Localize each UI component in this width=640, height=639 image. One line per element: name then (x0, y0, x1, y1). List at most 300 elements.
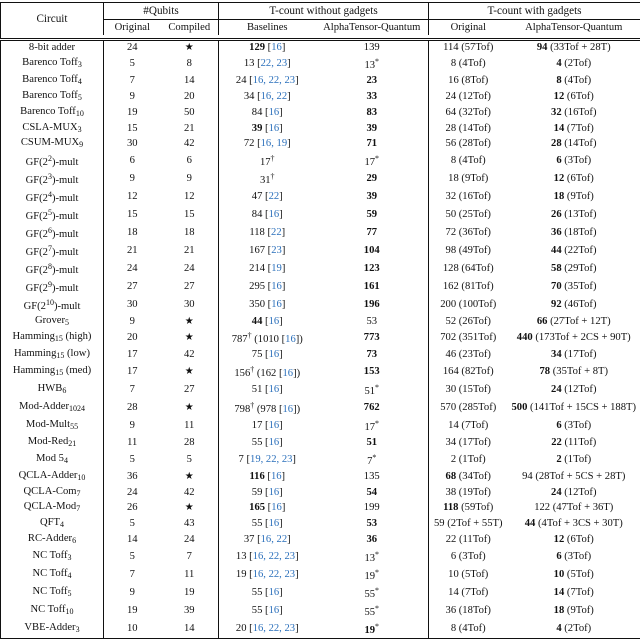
atq-mark: * (375, 568, 379, 577)
gadget-atq-value: 44 (551, 245, 562, 256)
gadget-original-value: 98 (49Tof) (446, 245, 491, 256)
header-tcount-gadgets: T-count with gadgets (429, 3, 640, 20)
circuit-name-cell (1, 314, 104, 330)
gadget-atq-cell (508, 206, 640, 224)
baseline-cell (219, 566, 316, 584)
circuit-name: GF(2 (26, 229, 48, 240)
atq-value: 17 (364, 422, 375, 433)
atq-value: 123 (364, 263, 380, 274)
qubits-compiled-cell: 14 (161, 620, 219, 638)
baseline-cell (219, 40, 316, 55)
baseline-cell (219, 152, 316, 170)
gadget-atq-value: 22 (551, 437, 562, 448)
gadget-original-cell (429, 224, 508, 242)
circuit-name: Mod-Adder (19, 401, 69, 412)
gadget-original-value: 36 (18Tof) (446, 605, 491, 616)
atq-value: 762 (364, 402, 380, 413)
gadget-atq-value: 66 (537, 316, 548, 327)
gadget-atq-detail: (7Tof) (564, 587, 594, 598)
gadget-original-value: 38 (19Tof) (446, 487, 491, 498)
circuit-name-cell (1, 417, 104, 435)
gadget-atq-value: 6 (556, 420, 561, 431)
gadget-atq-cell (508, 170, 640, 188)
gadget-atq-cell (508, 55, 640, 73)
atq-value: 53 (366, 316, 377, 327)
qubits-compiled-cell: 15 (161, 206, 219, 224)
baseline-citation: [16] (265, 42, 285, 53)
atq-cell (316, 242, 429, 260)
atq-cell (316, 89, 429, 105)
gadget-original-value: 8 (4Tof) (451, 155, 486, 166)
gadget-original-value: 56 (28Tof) (446, 138, 491, 149)
gadget-atq-detail: (47Tof + 36T) (550, 502, 613, 513)
gadget-atq-cell (508, 73, 640, 89)
gadget-original-cell (429, 314, 508, 330)
qubits-compiled-cell: 20 (161, 89, 219, 105)
gadget-atq-detail: (14Tof) (562, 138, 597, 149)
baseline-cell (219, 381, 316, 399)
gadget-atq-cell (508, 435, 640, 451)
qubits-original-cell: 5 (104, 548, 161, 566)
gadget-original-cell (429, 296, 508, 314)
circuit-name: Mod-Red (28, 436, 69, 447)
baseline-value: 13 (236, 551, 247, 562)
qubits-original-cell: 7 (104, 381, 161, 399)
gadget-original-cell (429, 602, 508, 620)
gadget-atq-cell (508, 469, 640, 485)
atq-cell (316, 278, 429, 296)
table-row (1, 40, 640, 55)
qubits-compiled-cell: ★ (161, 329, 219, 347)
baseline-citation: [16] (262, 123, 282, 134)
table-row (1, 516, 640, 532)
gadget-atq-value: 4 (556, 58, 561, 69)
atq-value: 77 (366, 227, 377, 238)
table-row (1, 296, 640, 314)
qubits-compiled-cell: 42 (161, 136, 219, 152)
gadget-original-value: 22 (11Tof) (446, 534, 491, 545)
atq-cell (316, 451, 429, 469)
baseline-value: 118 (249, 227, 265, 238)
qubits-original-cell: 6 (104, 152, 161, 170)
table-row (1, 485, 640, 501)
qubits-original-cell: 17 (104, 363, 161, 381)
circuit-name: GF(2 (26, 157, 48, 168)
atq-value: 23 (366, 75, 377, 86)
gadget-atq-cell (508, 620, 640, 638)
gadget-original-cell (429, 206, 508, 224)
circuit-name-cell (1, 363, 104, 381)
qubits-compiled-cell: 9 (161, 170, 219, 188)
gadget-atq-detail: (6Tof) (564, 91, 594, 102)
qubits-compiled-cell: 28 (161, 435, 219, 451)
baseline-cell (219, 548, 316, 566)
gadget-original-value: 162 (81Tof) (443, 281, 494, 292)
baseline-cell (219, 170, 316, 188)
circuit-name-power: 7 (48, 244, 52, 253)
baseline-value: 7 (239, 454, 244, 465)
circuit-name-subscript: 4 (60, 520, 64, 529)
baseline-cell (219, 435, 316, 451)
gadget-atq-value: 18 (554, 191, 565, 202)
gadget-atq-cell (508, 347, 640, 363)
baseline-citation: [16] (262, 107, 282, 118)
circuit-name-subscript: 5 (68, 589, 72, 598)
qubits-original-cell: 5 (104, 451, 161, 469)
atq-cell (316, 260, 429, 278)
baseline-value: 787 (232, 334, 248, 345)
gadget-atq-cell (508, 485, 640, 501)
gadget-original-value: 16 (8Tof) (448, 75, 488, 86)
circuit-name-power: 9 (48, 280, 52, 289)
atq-cell (316, 548, 429, 566)
atq-value: 139 (364, 42, 380, 53)
circuit-name-tail: )-mult (52, 265, 78, 276)
baseline-citation: [16] (262, 587, 282, 598)
gadget-atq-cell (508, 314, 640, 330)
gadget-original-cell (429, 451, 508, 469)
baseline-citation: [16] (265, 299, 285, 310)
circuit-name: GF(2 (26, 175, 48, 186)
table-row (1, 260, 640, 278)
atq-value: 39 (366, 191, 377, 202)
circuit-name-subscript: 15 (55, 334, 63, 343)
atq-mark: * (372, 453, 376, 462)
baseline-cell (219, 55, 316, 73)
gadget-original-value: 2 (1Tof) (451, 454, 486, 465)
gadget-original-cell (429, 548, 508, 566)
circuit-name: Hamming (13, 365, 55, 376)
circuit-name-cell (1, 73, 104, 89)
table-row (1, 224, 640, 242)
circuit-name-cell (1, 566, 104, 584)
table-row (1, 278, 640, 296)
header-baselines: Baselines (219, 20, 316, 36)
table-row (1, 242, 640, 260)
gadget-original-cell (429, 105, 508, 121)
gadget-original-cell (429, 532, 508, 548)
gadget-atq-cell (508, 89, 640, 105)
baseline-value: 72 (244, 138, 255, 149)
qubits-compiled-cell: 24 (161, 260, 219, 278)
atq-cell (316, 40, 429, 55)
circuit-name: Barenco Toff (22, 74, 78, 85)
header-original: Original (104, 20, 161, 36)
circuit-name-subscript: 6 (72, 536, 76, 545)
baseline-value: 55 (252, 605, 263, 616)
circuit-name-power: 6 (48, 226, 52, 235)
atq-value: 17 (364, 157, 375, 168)
gadget-atq-value: 440 (517, 332, 533, 343)
gadget-atq-cell (508, 500, 640, 516)
baseline-cell (219, 602, 316, 620)
gadget-atq-value: 4 (556, 623, 561, 634)
circuit-name: VBE-Adder (24, 622, 75, 633)
gadget-atq-value: 34 (551, 349, 562, 360)
circuit-name: GF(2 (26, 211, 48, 222)
baseline-value: 350 (249, 299, 265, 310)
header-atq-gadgets: AlphaTensor-Quantum (508, 20, 640, 36)
table-row (1, 55, 640, 73)
qubits-compiled-cell: 11 (161, 417, 219, 435)
qubits-original-cell: 7 (104, 73, 161, 89)
atq-cell (316, 399, 429, 417)
qubits-original-cell: 19 (104, 602, 161, 620)
header-atq: AlphaTensor-Quantum (316, 20, 429, 36)
qubits-original-cell: 17 (104, 347, 161, 363)
atq-value: 55 (364, 589, 375, 600)
circuit-name-cell (1, 584, 104, 602)
qubits-compiled-cell: 21 (161, 121, 219, 137)
baseline-value: 55 (252, 437, 263, 448)
atq-value: 51 (366, 437, 377, 448)
circuit-name-tail: )-mult (52, 229, 78, 240)
qubits-original-cell: 5 (104, 55, 161, 73)
baseline-cell (219, 347, 316, 363)
gadget-original-cell (429, 435, 508, 451)
table-row (1, 435, 640, 451)
circuit-name-cell (1, 121, 104, 137)
atq-cell (316, 363, 429, 381)
gadget-atq-value: 92 (551, 299, 562, 310)
circuit-name-subscript: 10 (66, 607, 74, 616)
atq-value: 153 (364, 366, 380, 377)
baseline-citation: [16] (262, 420, 282, 431)
baseline-citation: [23] (265, 245, 285, 256)
gadget-atq-detail: (28Tof + 5CS + 28T) (533, 471, 626, 482)
gadget-original-value: 34 (17Tof) (446, 437, 491, 448)
gadget-original-value: 52 (26Tof) (446, 316, 491, 327)
header-qubits: #Qubits (104, 3, 219, 20)
atq-value: 29 (366, 173, 377, 184)
gadget-atq-value: 14 (554, 587, 565, 598)
qubits-original-cell: 24 (104, 40, 161, 55)
circuit-name: Grover (35, 315, 65, 326)
atq-cell (316, 152, 429, 170)
atq-cell (316, 329, 429, 347)
baseline-value: 19 (236, 569, 247, 580)
atq-cell (316, 314, 429, 330)
gadget-atq-detail: (9Tof) (564, 191, 594, 202)
gadget-original-cell (429, 417, 508, 435)
gadget-atq-cell (508, 121, 640, 137)
atq-mark: * (375, 57, 379, 66)
circuit-name-tail: )-mult (52, 247, 78, 258)
gadget-atq-value: 2 (556, 454, 561, 465)
qubits-compiled-cell: 42 (161, 485, 219, 501)
gadget-atq-detail: (12Tof) (562, 384, 597, 395)
qubits-compiled-cell: ★ (161, 40, 219, 55)
atq-value: 13 (364, 60, 375, 71)
gadget-atq-detail: (35Tof + 8T) (550, 366, 608, 377)
atq-cell (316, 224, 429, 242)
atq-value: 135 (364, 471, 380, 482)
gadget-atq-detail: (33Tof + 28T) (547, 42, 610, 53)
gadget-original-cell (429, 469, 508, 485)
baseline-value: 167 (249, 245, 265, 256)
circuit-name-cell (1, 347, 104, 363)
gadget-original-value: 14 (7Tof) (448, 587, 488, 598)
qubits-compiled-cell: ★ (161, 363, 219, 381)
baseline-cell (219, 89, 316, 105)
atq-value: 104 (364, 245, 380, 256)
qubits-original-cell: 24 (104, 260, 161, 278)
baseline-cell (219, 136, 316, 152)
baseline-cell (219, 469, 316, 485)
atq-value: 73 (366, 349, 377, 360)
qubits-compiled-cell: 8 (161, 55, 219, 73)
circuit-name: Hamming (13, 331, 55, 342)
gadget-atq-cell (508, 40, 640, 55)
gadget-atq-detail: (1Tof) (562, 454, 592, 465)
atq-cell (316, 170, 429, 188)
circuit-name-cell (1, 136, 104, 152)
gadget-original-value: 8 (4Tof) (451, 623, 486, 634)
gadget-atq-value: 12 (554, 173, 565, 184)
gadget-atq-detail: (6Tof) (564, 173, 594, 184)
baseline-cell (219, 121, 316, 137)
baseline-value: 295 (249, 281, 265, 292)
baseline-citation: [16] (262, 316, 282, 327)
atq-cell (316, 73, 429, 89)
gadget-original-value: 118 (443, 502, 458, 513)
qubits-original-cell: 9 (104, 89, 161, 105)
tcount-table (0, 2, 640, 639)
circuit-name-cell (1, 329, 104, 347)
gadget-atq-cell (508, 152, 640, 170)
baseline-value: 34 (244, 91, 255, 102)
baseline-cell (219, 296, 316, 314)
gadget-original-value: 14 (7Tof) (448, 420, 488, 431)
baseline-cell (219, 224, 316, 242)
atq-value: 54 (366, 487, 377, 498)
gadget-atq-detail: (173Tof + 2CS + 90T) (533, 332, 631, 343)
circuit-name-cell (1, 278, 104, 296)
qubits-compiled-cell: 27 (161, 381, 219, 399)
circuit-name-tail: (high) (63, 331, 92, 342)
atq-cell (316, 532, 429, 548)
atq-mark: * (375, 586, 379, 595)
circuit-name-cell (1, 170, 104, 188)
header-original-gadgets: Original (429, 20, 508, 36)
gadget-original-value: 59 (2Tof + 55T) (434, 518, 503, 529)
atq-cell (316, 206, 429, 224)
table-row (1, 136, 640, 152)
gadget-original-cell (429, 363, 508, 381)
gadget-original-cell (429, 152, 508, 170)
gadget-original-cell (429, 399, 508, 417)
gadget-original-value: 10 (5Tof) (448, 569, 488, 580)
qubits-original-cell: 9 (104, 314, 161, 330)
qubits-compiled-cell: 21 (161, 242, 219, 260)
circuit-name: Barenco Toff (22, 57, 78, 68)
table-row (1, 73, 640, 89)
circuit-name-cell (1, 242, 104, 260)
header-tcount-no-gadgets: T-count without gadgets (219, 3, 429, 20)
qubits-original-cell: 5 (104, 516, 161, 532)
baseline-cell (219, 485, 316, 501)
gadget-atq-detail: (12Tof) (562, 487, 597, 498)
atq-value: 773 (364, 332, 380, 343)
gadget-atq-value: 94 (522, 471, 533, 482)
gadget-original-cell (429, 188, 508, 206)
circuit-name-power: 8 (48, 262, 52, 271)
atq-cell (316, 469, 429, 485)
gadget-atq-value: 44 (525, 518, 536, 529)
atq-value: 161 (364, 281, 380, 292)
circuit-name-tail: (med) (63, 365, 91, 376)
baseline-cell (219, 620, 316, 638)
atq-value: 7 (367, 456, 372, 467)
gadget-original-cell (429, 242, 508, 260)
gadget-atq-detail: (141Tof + 15CS + 188T) (527, 402, 636, 413)
atq-mark: * (375, 419, 379, 428)
gadget-atq-value: 8 (556, 75, 561, 86)
circuit-name-power: 5 (48, 208, 52, 217)
circuit-name-cell (1, 602, 104, 620)
circuit-name-subscript: 21 (68, 439, 76, 448)
table-row (1, 500, 640, 516)
baseline-citation: [22] (262, 191, 282, 202)
baseline-cell (219, 584, 316, 602)
gadget-atq-cell (508, 242, 640, 260)
qubits-compiled-cell: 12 (161, 188, 219, 206)
baseline-citation: [19, 22, 23] (244, 454, 296, 465)
baseline-value: 84 (252, 107, 263, 118)
gadget-atq-cell (508, 188, 640, 206)
qubits-compiled-cell: 42 (161, 347, 219, 363)
circuit-name: CSLA-MUX (22, 122, 77, 133)
circuit-name-cell (1, 399, 104, 417)
gadget-atq-detail: (27Tof + 12T) (547, 316, 610, 327)
baseline-value: 59 (252, 487, 263, 498)
qubits-original-cell: 20 (104, 329, 161, 347)
gadget-atq-cell (508, 136, 640, 152)
table-row (1, 548, 640, 566)
table-row (1, 399, 640, 417)
baseline-value: 13 (244, 58, 255, 69)
gadget-atq-detail: (2Tof) (562, 623, 592, 634)
table-row (1, 584, 640, 602)
gadget-original-cell (429, 136, 508, 152)
circuit-name-subscript: 3 (78, 60, 82, 69)
gadget-original-value: 6 (3Tof) (451, 551, 486, 562)
gadget-original-cell (429, 260, 508, 278)
atq-cell (316, 347, 429, 363)
gadget-atq-value: 24 (551, 487, 562, 498)
baseline-mark: † (271, 154, 275, 163)
circuit-name-cell (1, 381, 104, 399)
circuit-name-cell (1, 451, 104, 469)
circuit-name: GF(2 (26, 283, 48, 294)
qubits-compiled-cell: ★ (161, 399, 219, 417)
atq-cell (316, 620, 429, 638)
gadget-original-detail: (59Tof) (458, 502, 493, 513)
qubits-original-cell: 12 (104, 188, 161, 206)
circuit-name-cell (1, 152, 104, 170)
gadget-atq-cell (508, 296, 640, 314)
atq-cell (316, 435, 429, 451)
gadget-atq-detail: (18Tof) (562, 227, 597, 238)
gadget-original-cell (429, 278, 508, 296)
gadget-original-cell (429, 500, 508, 516)
circuit-name-cell (1, 206, 104, 224)
baseline-citation: (162 [16]) (254, 368, 300, 379)
baseline-cell (219, 451, 316, 469)
gadget-atq-value: 6 (556, 551, 561, 562)
baseline-citation: [16, 22, 23] (247, 623, 299, 634)
qubits-original-cell: 18 (104, 224, 161, 242)
